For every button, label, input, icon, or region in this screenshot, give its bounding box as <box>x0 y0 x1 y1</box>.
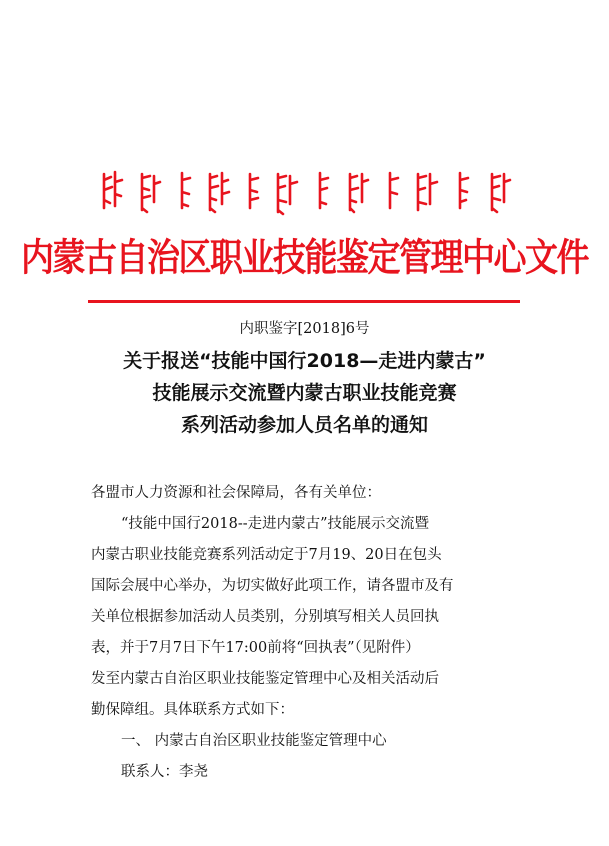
document-subject <box>0 345 609 441</box>
issuing-authority-title: 内蒙古自治区职业技能鉴定管理中心文件 <box>21 234 588 280</box>
header-divider <box>88 300 520 303</box>
subject-line-2: 技能展示交流暨内蒙古职业技能竞赛 <box>152 382 457 404</box>
document-number: 内职鉴字[2018]6号 <box>239 321 370 337</box>
mongolian-script-title-icon <box>100 168 520 218</box>
subject-line-1: 关于报送“技能中国行2018—走进内蒙古” <box>123 350 486 372</box>
subject-line-3: 系列活动参加人员名单的通知 <box>180 414 428 436</box>
paragraph-line: 发至内蒙古自治区职业技能鉴定管理中心及相关活动后 <box>91 671 439 687</box>
section-heading: 一、 内蒙古自治区职业技能鉴定管理中心 <box>121 733 387 749</box>
paragraph-line: 内蒙古职业技能竞赛系列活动定于7月19、20日在包头 <box>91 547 442 563</box>
salutation: 各盟市人力资源和社会保障局，各有关单位： <box>91 485 381 501</box>
contact-line: 联系人：李尧 <box>121 764 208 780</box>
mongolian-script-graphic <box>100 168 520 218</box>
paragraph-line: 勤保障组。具体联系方式如下： <box>91 702 294 718</box>
paragraph-line: 表，并于7月7日下午17:00前将“回执表”（见附件） <box>91 640 420 656</box>
paragraph-line: 关单位根据参加活动人员类别，分别填写相关人员回执 <box>91 609 439 625</box>
paragraph-line: “技能中国行2018--走进内蒙古”技能展示交流暨 <box>121 516 430 532</box>
document-body <box>91 478 531 788</box>
paragraph-line: 国际会展中心举办，为切实做好此项工作，请各盟市及有 <box>91 578 454 594</box>
